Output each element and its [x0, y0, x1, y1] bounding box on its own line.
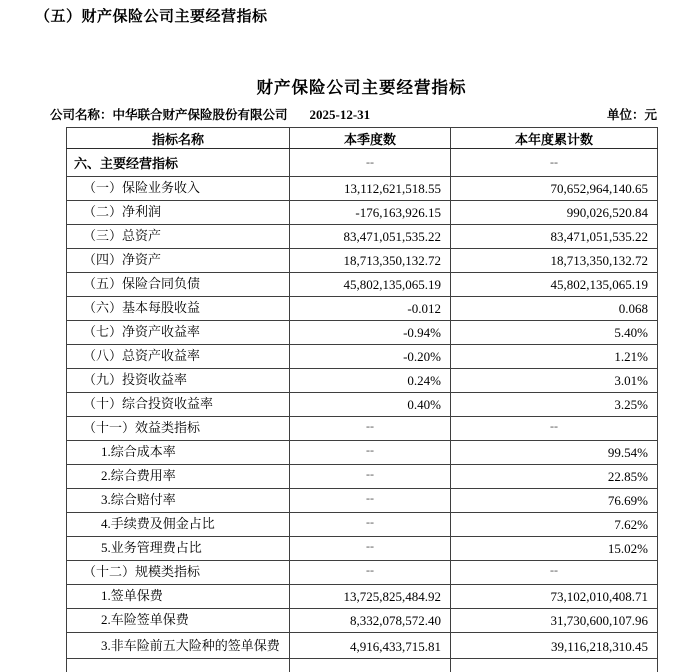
quarter-value-cell: 13,112,621,518.55 [290, 177, 451, 201]
table-row [67, 417, 658, 441]
indicator-name-cell: 2.综合费用率 [67, 465, 290, 489]
quarter-value-cell: 18,713,350,132.72 [290, 249, 451, 273]
indicator-name-cell: （一）保险业务收入 [67, 177, 290, 201]
indicator-name-cell: 5.业务管理费占比 [67, 537, 290, 561]
quarter-value-cell: -0.94% [290, 321, 451, 345]
ytd-value-cell: 990,026,520.84 [451, 201, 658, 225]
quarter-value-cell: 0.24% [290, 369, 451, 393]
quarter-value-cell: 4,916,433,715.81 [290, 633, 451, 659]
indicator-name-cell: 3.非车险前五大险种的签单保费 [67, 633, 290, 659]
clipped-cell [290, 659, 451, 672]
ytd-value-cell: -- [451, 417, 658, 441]
quarter-value-cell: 0.40% [290, 393, 451, 417]
table-row [67, 297, 658, 321]
table-row [67, 609, 658, 633]
indicators-table [66, 127, 658, 672]
ytd-value-cell: 5.40% [451, 321, 658, 345]
quarter-value-cell: 8,332,078,572.40 [290, 609, 451, 633]
ytd-value-cell: -- [451, 561, 658, 585]
ytd-value-cell: 83,471,051,535.22 [451, 225, 658, 249]
indicator-name-cell: （十）综合投资收益率 [67, 393, 290, 417]
table-row [67, 561, 658, 585]
quarter-value-cell: -- [290, 513, 451, 537]
table-row [67, 537, 658, 561]
table-row-clipped [67, 659, 658, 672]
ytd-value-cell: 45,802,135,065.19 [451, 273, 658, 297]
indicator-name-cell: （二）净利润 [67, 201, 290, 225]
table-row [67, 149, 658, 177]
indicator-name-cell: （八）总资产收益率 [67, 345, 290, 369]
ytd-value-cell: 18,713,350,132.72 [451, 249, 658, 273]
quarter-value-cell: -176,163,926.15 [290, 201, 451, 225]
quarter-value-cell: -- [290, 417, 451, 441]
ytd-value-cell: 3.01% [451, 369, 658, 393]
table-row [67, 489, 658, 513]
ytd-value-cell: 22.85% [451, 465, 658, 489]
table-row [67, 585, 658, 609]
ytd-value-cell: 1.21% [451, 345, 658, 369]
table-row [67, 441, 658, 465]
indicator-name-cell: （五）保险合同负债 [67, 273, 290, 297]
quarter-value-cell: -- [290, 465, 451, 489]
indicator-name-cell: （六）基本每股收益 [67, 297, 290, 321]
table-header-row [67, 128, 658, 149]
quarter-value-cell: 13,725,825,484.92 [290, 585, 451, 609]
indicator-name-cell: 1.签单保费 [67, 585, 290, 609]
indicator-name-cell: （十二）规模类指标 [67, 561, 290, 585]
clipped-cell [451, 659, 658, 672]
table-title: 财产保险公司主要经营指标 [256, 79, 467, 97]
report-date: 2025-12-31 [309, 107, 371, 122]
table-row [67, 633, 658, 659]
indicator-name-cell: 2.车险签单保费 [67, 609, 290, 633]
table-row [67, 249, 658, 273]
quarter-value-cell: -- [290, 149, 451, 177]
quarter-value-cell: -- [290, 489, 451, 513]
col-header-ytd-value: 本年度累计数 [451, 128, 658, 149]
quarter-value-cell: -0.20% [290, 345, 451, 369]
table-row [67, 321, 658, 345]
indicator-name-cell: 3.综合赔付率 [67, 489, 290, 513]
indicator-name-cell: 六、主要经营指标 [67, 149, 290, 177]
ytd-value-cell: 99.54% [451, 441, 658, 465]
section-heading: （五）财产保险公司主要经营指标 [35, 8, 268, 25]
indicator-name-cell: （四）净资产 [67, 249, 290, 273]
table-body [67, 149, 658, 672]
ytd-value-cell: 7.62% [451, 513, 658, 537]
table-row [67, 177, 658, 201]
ytd-value-cell: 0.068 [451, 297, 658, 321]
ytd-value-cell: -- [451, 149, 658, 177]
table-row [67, 369, 658, 393]
table-row [67, 465, 658, 489]
ytd-value-cell: 73,102,010,408.71 [451, 585, 658, 609]
ytd-value-cell: 15.02% [451, 537, 658, 561]
company-name: 公司名称：中华联合财产保险股份有限公司 [50, 108, 288, 122]
ytd-value-cell: 76.69% [451, 489, 658, 513]
quarter-value-cell: 83,471,051,535.22 [290, 225, 451, 249]
table-row [67, 225, 658, 249]
quarter-value-cell: 45,802,135,065.19 [290, 273, 451, 297]
indicator-name-cell: （九）投资收益率 [67, 369, 290, 393]
indicator-name-cell: （七）净资产收益率 [67, 321, 290, 345]
clipped-cell [67, 659, 290, 672]
quarter-value-cell: -- [290, 441, 451, 465]
quarter-value-cell: -- [290, 561, 451, 585]
table-row [67, 393, 658, 417]
col-header-quarter-value: 本季度数 [290, 128, 451, 149]
table-row [67, 201, 658, 225]
table-row [67, 273, 658, 297]
indicator-name-cell: 4.手续费及佣金占比 [67, 513, 290, 537]
ytd-value-cell: 39,116,218,310.45 [451, 633, 658, 659]
quarter-value-cell: -0.012 [290, 297, 451, 321]
table-row [67, 345, 658, 369]
quarter-value-cell: -- [290, 537, 451, 561]
indicator-name-cell: （三）总资产 [67, 225, 290, 249]
ytd-value-cell: 3.25% [451, 393, 658, 417]
table-row [67, 513, 658, 537]
ytd-value-cell: 31,730,600,107.96 [451, 609, 658, 633]
indicator-name-cell: （十一）效益类指标 [67, 417, 290, 441]
indicator-name-cell: 1.综合成本率 [67, 441, 290, 465]
col-header-indicator-name: 指标名称 [67, 128, 290, 149]
unit-label: 单位：元 [606, 108, 657, 122]
ytd-value-cell: 70,652,964,140.65 [451, 177, 658, 201]
company-info-line [50, 105, 657, 123]
